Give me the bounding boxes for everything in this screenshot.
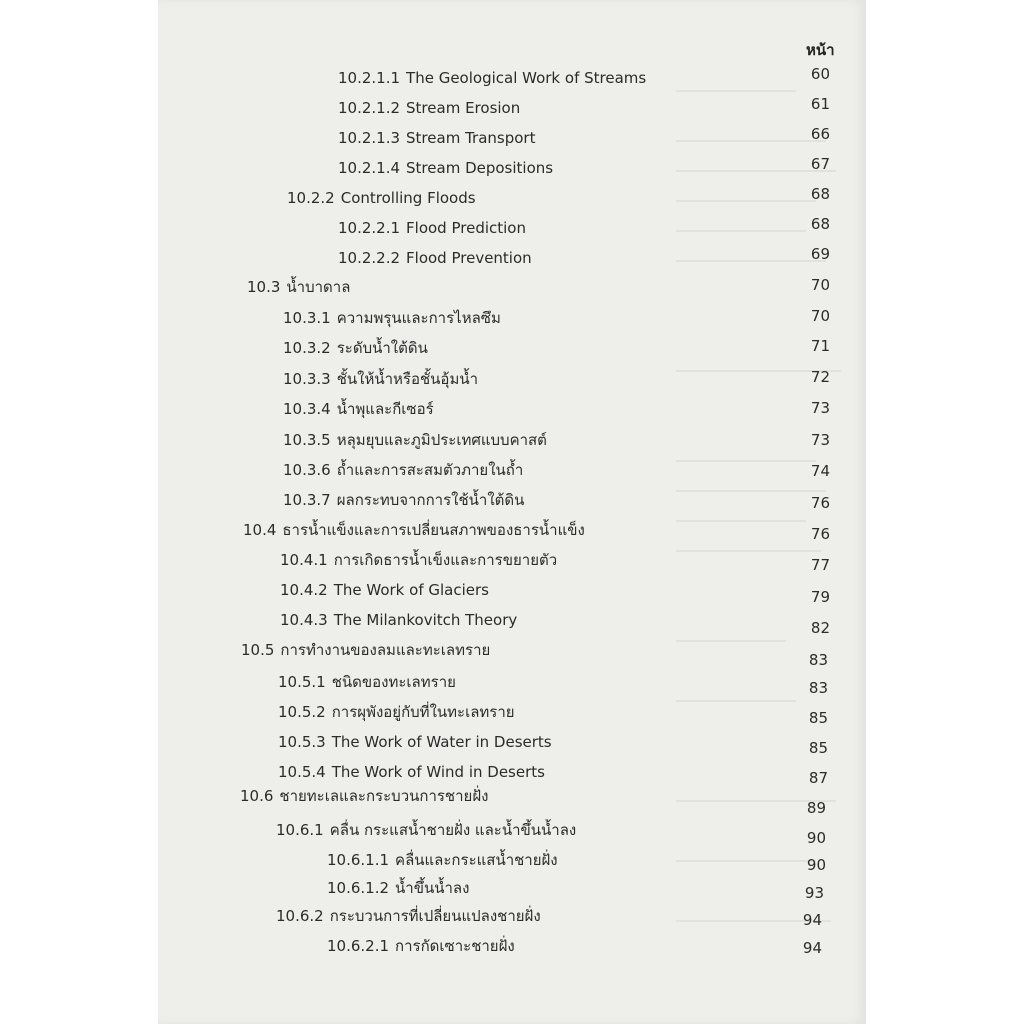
toc-title: The Milankovitch Theory [333,611,518,629]
toc-entry [338,66,646,90]
toc-title: Stream Depositions [406,159,554,177]
toc-number: 10.4 [243,521,277,539]
toc-number: 10.6.2.1 [327,937,390,955]
toc-entry [283,367,478,391]
toc-page: 79 [810,588,830,606]
toc-title: การกัดเซาะชายฝั่ง [395,937,515,955]
toc-number: 10.4.1 [280,551,328,569]
toc-page: 73 [810,431,830,449]
toc-number: 10.6.1.1 [327,851,390,869]
toc-number: 10.3.4 [283,400,331,418]
toc-title: ผลกระทบจากการใช้น้ำใต้ดิน [336,491,525,509]
toc-page: 68 [810,185,830,203]
toc-title: น้ำขึ้นน้ำลง [395,879,470,897]
toc-number: 10.5.3 [278,733,326,751]
toc-number: 10.3.5 [283,431,331,449]
toc-entry [278,700,515,724]
toc-title: The Geological Work of Streams [406,69,647,87]
toc-number: 10.4.3 [280,611,328,629]
toc-number: 10.3.7 [283,491,331,509]
toc-page: 66 [810,125,830,143]
toc-entry [243,518,585,542]
toc-page: 94 [802,911,822,929]
toc-title: Stream Erosion [406,99,521,117]
toc-title: ชั้นให้น้ำหรือชั้นอุ้มน้ำ [336,370,479,388]
toc-number: 10.3.6 [283,461,331,479]
toc-page: 67 [810,155,830,173]
toc-page: 83 [808,651,828,669]
toc-page: 82 [810,619,830,637]
toc-page: 85 [808,739,828,757]
toc-entry [247,275,350,299]
toc-title: Flood Prevention [406,249,532,267]
toc-title: ถ้ำและการสะสมตัวภายในถ้ำ [336,461,524,479]
toc-number: 10.6.1 [276,821,324,839]
toc-title: The Work of Glaciers [333,581,489,599]
toc-number: 10.5.4 [278,763,326,781]
toc-page: 68 [810,215,830,233]
toc-title: The Work of Water in Deserts [331,733,552,751]
toc-page: 89 [806,799,826,817]
toc-entry [338,246,532,270]
toc-page: 61 [810,95,830,113]
toc-page: 69 [810,245,830,263]
toc-number: 10.5.2 [278,703,326,721]
toc-entry [283,428,547,452]
toc-entry [240,784,488,808]
toc-entry [338,156,553,180]
toc-entry [283,458,523,482]
toc-number: 10.2.1.4 [338,159,401,177]
toc-title: การผุพังอยู่กับที่ในทะเลทราย [331,703,515,721]
toc-entry [278,730,552,754]
toc-entry [283,336,428,360]
toc-entry [287,186,476,210]
toc-page: 93 [804,884,824,902]
toc-entry [278,670,456,694]
toc-page: 74 [810,462,830,480]
toc-page: 94 [802,939,822,957]
toc-page: 90 [806,856,826,874]
toc-page: 70 [810,307,830,325]
toc-title: การเกิดธารน้ำเข็งและการขยายตัว [333,551,558,569]
toc-entry [278,760,545,784]
toc-number: 10.3.1 [283,309,331,327]
toc-title: หลุมยุบและภูมิประเทศแบบคาสต์ [336,431,547,449]
toc-number: 10.6 [240,787,274,805]
toc-entry [280,608,517,632]
toc-page: 76 [810,494,830,512]
toc-title: น้ำบาดาล [286,278,351,296]
toc-entry [283,306,501,330]
toc-title: การทำงานของลมและทะเลทราย [280,641,491,659]
toc-entry [280,578,489,602]
toc-number: 10.3 [247,278,281,296]
toc-number: 10.3.3 [283,370,331,388]
toc-entry [327,848,558,872]
toc-page: 60 [810,65,830,83]
toc-page: 77 [810,556,830,574]
toc-title: Controlling Floods [340,189,476,207]
toc-title: The Work of Wind in Deserts [331,763,545,781]
toc-entry [276,904,541,928]
toc-page: 83 [808,679,828,697]
toc-entry [327,876,469,900]
toc-title: Flood Prediction [406,219,526,237]
toc-number: 10.2.1.1 [338,69,401,87]
page-column-header: หน้า [806,41,835,59]
toc-entry [283,488,524,512]
toc-title: คลื่น กระแสน้ำชายฝั่ง และน้ำขึ้นน้ำลง [329,821,577,839]
toc-number: 10.2.1.3 [338,129,401,147]
toc-page: 73 [810,399,830,417]
toc-number: 10.3.2 [283,339,331,357]
toc-title: ชนิดของทะเลทราย [331,673,456,691]
toc-title: ชายทะเลและกระบวนการชายฝั่ง [279,787,489,805]
toc-page: 71 [810,337,830,355]
toc-number: 10.2.2 [287,189,335,207]
toc-title: ความพรุนและการไหลซึม [336,309,501,327]
toc-page: 85 [808,709,828,727]
toc-number: 10.2.2.2 [338,249,401,267]
toc-entry [241,638,490,662]
toc-page: 72 [810,368,830,386]
toc-page: 90 [806,829,826,847]
toc-entry [276,818,576,842]
toc-number: 10.5.1 [278,673,326,691]
toc-number: 10.4.2 [280,581,328,599]
toc-title: คลื่นและกระแสน้ำชายฝั่ง [395,851,558,869]
toc-number: 10.6.2 [276,907,324,925]
toc-title: Stream Transport [406,129,536,147]
toc-number: 10.5 [241,641,275,659]
toc-entry [338,216,526,240]
toc-entry [280,548,557,572]
toc-title: ระดับน้ำใต้ดิน [336,339,428,357]
toc-page: 70 [810,276,830,294]
toc-page: 76 [810,525,830,543]
toc-entry [327,934,515,958]
toc-title: ธารน้ำแข็งและการเปลี่ยนสภาพของธารน้ำแข็ง [282,521,585,539]
toc-entry [338,126,535,150]
toc-entry [338,96,520,120]
toc-number: 10.2.1.2 [338,99,401,117]
toc-number: 10.6.1.2 [327,879,390,897]
toc-title: กระบวนการที่เปลี่ยนแปลงชายฝั่ง [329,907,541,925]
toc-page: 87 [808,769,828,787]
toc-entry [283,397,434,421]
toc-number: 10.2.2.1 [338,219,401,237]
toc-title: น้ำพุและกีเซอร์ [336,400,434,418]
